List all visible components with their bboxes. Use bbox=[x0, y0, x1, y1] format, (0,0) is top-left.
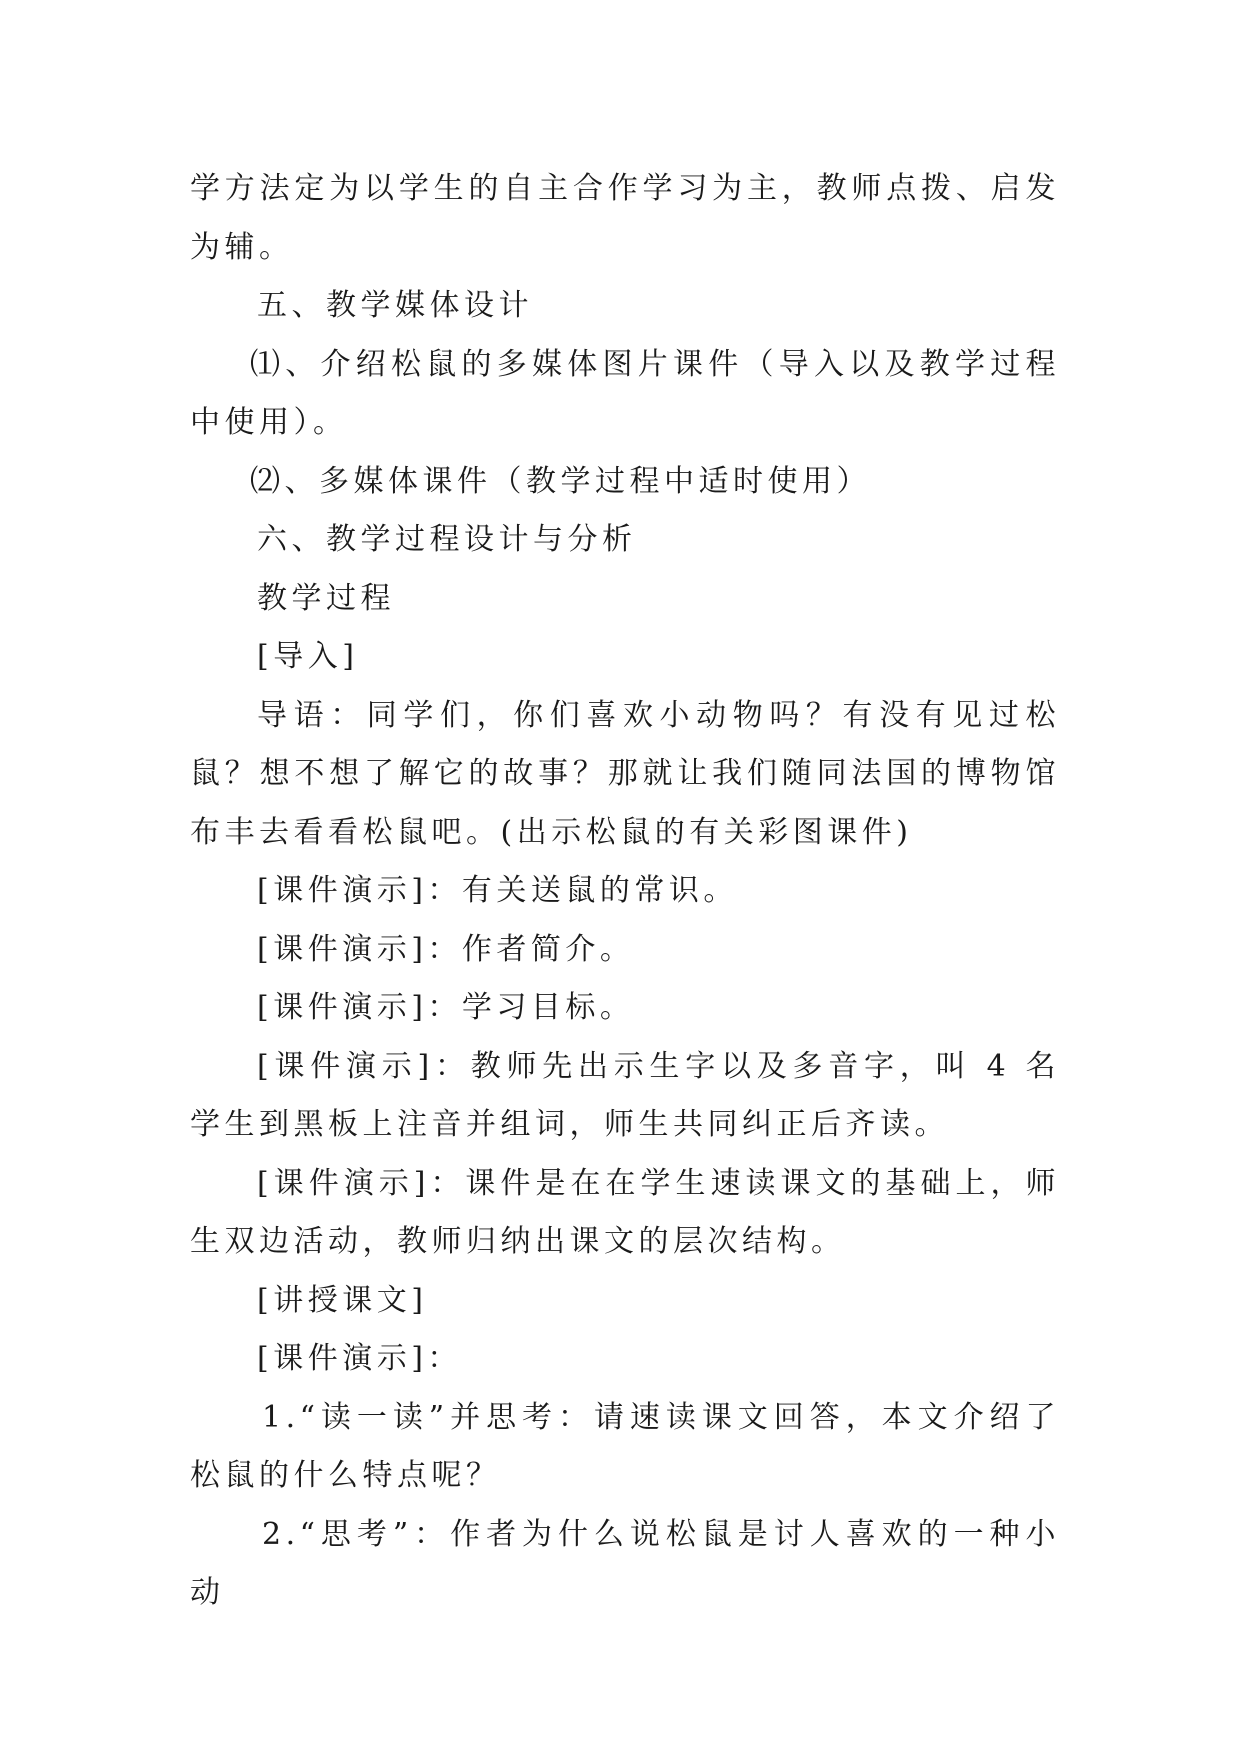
list-item-media-1: ⑴、介绍松鼠的多媒体图片课件（导入以及教学过程中使用）。 bbox=[190, 346, 1060, 440]
paragraph-demo-knowledge: [课件演示]：有关送鼠的常识。 bbox=[257, 873, 738, 908]
paragraph-demo-author: [课件演示]：作者简介。 bbox=[257, 931, 635, 967]
list-item-question-1: 1.“读一读”并思考：请速读课文回答，本文介绍了松鼠的什么特点呢？ bbox=[190, 1399, 1060, 1493]
paragraph-teaching-method-continued: 学方法定为以学生的自主合作学习为主，教师点拨、启发为辅。 bbox=[190, 171, 1060, 265]
paragraph-demo-lecture: [课件演示]： bbox=[257, 1341, 462, 1376]
paragraph-demo-characters: [课件演示]：教师先出示生字以及多音字，叫 4 名学生到黑板上注音并组词，师生共同纠正后齐读。 bbox=[190, 1048, 1060, 1142]
heading-media-design: 五、教学媒体设计 bbox=[257, 288, 533, 323]
paragraph-demo-structure: [课件演示]：课件是在在学生速读课文的基础上，师生双边活动，教师归纳出课文的层次结构。 bbox=[190, 1165, 1060, 1259]
heading-process-design: 六、教学过程设计与分析 bbox=[257, 522, 637, 557]
subheading-teaching-process: 教学过程 bbox=[257, 580, 395, 616]
section-label-lecture: [讲授课文] bbox=[257, 1282, 428, 1318]
document-body bbox=[190, 160, 1060, 1623]
list-item-media-2: ⑵、多媒体课件（教学过程中适时使用） bbox=[250, 463, 871, 499]
section-label-intro: [导入] bbox=[257, 639, 359, 674]
list-item-question-2: 2.“思考”：作者为什么说松鼠是讨人喜欢的一种小动 bbox=[190, 1516, 1060, 1610]
paragraph-demo-goals: [课件演示]：学习目标。 bbox=[257, 990, 635, 1025]
paragraph-intro-speech: 导语：同学们，你们喜欢小动物吗？有没有见过松鼠？想不想了解它的故事？那就让我们随同法国的博物馆布丰去看看松鼠吧。(出示松鼠的有关彩图课件) bbox=[190, 697, 1060, 850]
